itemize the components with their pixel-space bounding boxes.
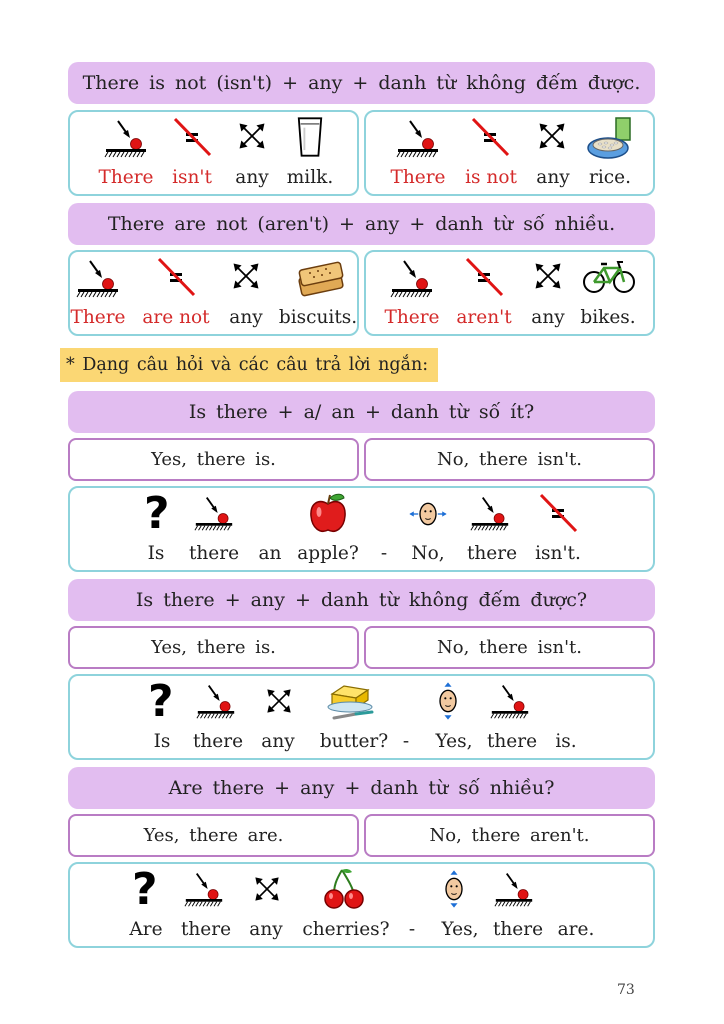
q2-word-8: is. <box>555 731 577 752</box>
face-nod-icon <box>438 868 470 910</box>
bicycle-icon <box>582 258 636 294</box>
word-there: There <box>98 167 154 188</box>
rule1-example1-card <box>68 110 359 196</box>
there-symbol-icon <box>184 870 224 908</box>
rule1-heading: There is not (isn't) + any + danh từ không đếm được. <box>68 62 655 104</box>
question-mark-icon: ? <box>132 864 158 915</box>
q3-example-card <box>68 862 655 948</box>
q3-yes-answer: Yes, there are. <box>68 814 359 857</box>
word-isnt: isn't <box>172 167 212 188</box>
word-any: any <box>235 167 269 188</box>
q2-example-card <box>68 674 655 760</box>
rice-bowl-icon <box>586 116 636 160</box>
there-symbol-icon <box>196 682 236 720</box>
q2-word-2: there <box>192 731 244 752</box>
word-is-not: is not <box>465 167 517 188</box>
q3-word-7: there <box>492 919 544 940</box>
q1-yes-answer: Yes, there is. <box>68 438 359 481</box>
q3-word-8: are. <box>557 919 595 940</box>
there-symbol-icon <box>490 682 530 720</box>
q2-word-6: Yes, <box>435 731 473 752</box>
rule2-example1-card <box>68 250 359 336</box>
rule1-example2-card <box>364 110 655 196</box>
face-nod-icon <box>432 680 464 722</box>
section-note: * Dạng câu hỏi và các câu trả lời ngắn: <box>60 348 438 382</box>
not-symbol-icon <box>536 492 580 534</box>
q2-word-1: Is <box>153 731 171 752</box>
page-number: 73 <box>617 982 635 998</box>
word-any: any <box>536 167 570 188</box>
q1-example-card <box>68 486 655 572</box>
q3-word-2: there <box>180 919 232 940</box>
word-there: There <box>70 307 126 328</box>
q1-no-answer: No, there isn't. <box>364 438 655 481</box>
word-there: There <box>384 307 440 328</box>
biscuits-icon <box>296 258 346 298</box>
cherries-icon <box>322 866 366 910</box>
q2-word-7: there <box>486 731 538 752</box>
q1-heading: Is there + a/ an + danh từ số ít? <box>68 391 655 433</box>
word-are-not: are not <box>142 307 210 328</box>
q1-word-8: isn't. <box>535 543 581 564</box>
word-milk: milk. <box>286 167 334 188</box>
q1-word-4: apple? <box>297 543 359 564</box>
q1-word-6: No, <box>411 543 445 564</box>
any-symbol-icon <box>236 120 268 152</box>
question-mark-icon: ? <box>144 488 170 539</box>
there-symbol-icon <box>76 258 120 298</box>
any-symbol-icon <box>230 260 262 292</box>
there-symbol-icon <box>396 118 440 158</box>
face-shake-icon <box>408 498 448 530</box>
butter-icon <box>326 682 376 722</box>
q2-yes-answer: Yes, there is. <box>68 626 359 669</box>
word-bikes: bikes. <box>580 307 636 328</box>
q3-word-6: Yes, <box>441 919 479 940</box>
q1-word-7: there <box>466 543 518 564</box>
q1-word-5: - <box>380 543 388 564</box>
q1-word-2: there <box>188 543 240 564</box>
there-symbol-icon <box>390 258 434 298</box>
any-symbol-icon <box>252 874 282 904</box>
q1-word-3: an <box>258 543 282 564</box>
word-any: any <box>229 307 263 328</box>
word-any: any <box>531 307 565 328</box>
q3-word-5: - <box>408 919 416 940</box>
word-arent: aren't <box>456 307 512 328</box>
not-symbol-icon <box>468 116 512 158</box>
question-mark-icon: ? <box>148 676 174 727</box>
any-symbol-icon <box>532 260 564 292</box>
word-biscuits: biscuits. <box>278 307 358 328</box>
there-symbol-icon <box>194 494 234 532</box>
there-symbol-icon <box>494 870 534 908</box>
q1-word-1: Is <box>147 543 165 564</box>
q3-word-1: Are <box>129 919 163 940</box>
milk-glass-icon <box>296 116 324 158</box>
word-there: There <box>390 167 446 188</box>
q2-heading: Is there + any + danh từ không đếm được? <box>68 579 655 621</box>
q2-word-4: butter? <box>319 731 389 752</box>
q3-word-3: any <box>249 919 283 940</box>
q2-no-answer: No, there isn't. <box>364 626 655 669</box>
any-symbol-icon <box>536 120 568 152</box>
not-symbol-icon <box>462 256 506 298</box>
word-rice: rice. <box>589 167 631 188</box>
there-symbol-icon <box>470 494 510 532</box>
there-symbol-icon <box>104 118 148 158</box>
not-symbol-icon <box>170 116 214 158</box>
q3-heading: Are there + any + danh từ số nhiều? <box>68 767 655 809</box>
q3-word-4: cherries? <box>302 919 390 940</box>
q2-word-3: any <box>261 731 295 752</box>
any-symbol-icon <box>264 686 294 716</box>
apple-icon <box>308 492 348 536</box>
rule2-heading: There are not (aren't) + any + danh từ số nhiều. <box>68 203 655 245</box>
q2-word-5: - <box>402 731 410 752</box>
not-symbol-icon <box>154 256 198 298</box>
rule2-example2-card <box>364 250 655 336</box>
q3-no-answer: No, there aren't. <box>364 814 655 857</box>
